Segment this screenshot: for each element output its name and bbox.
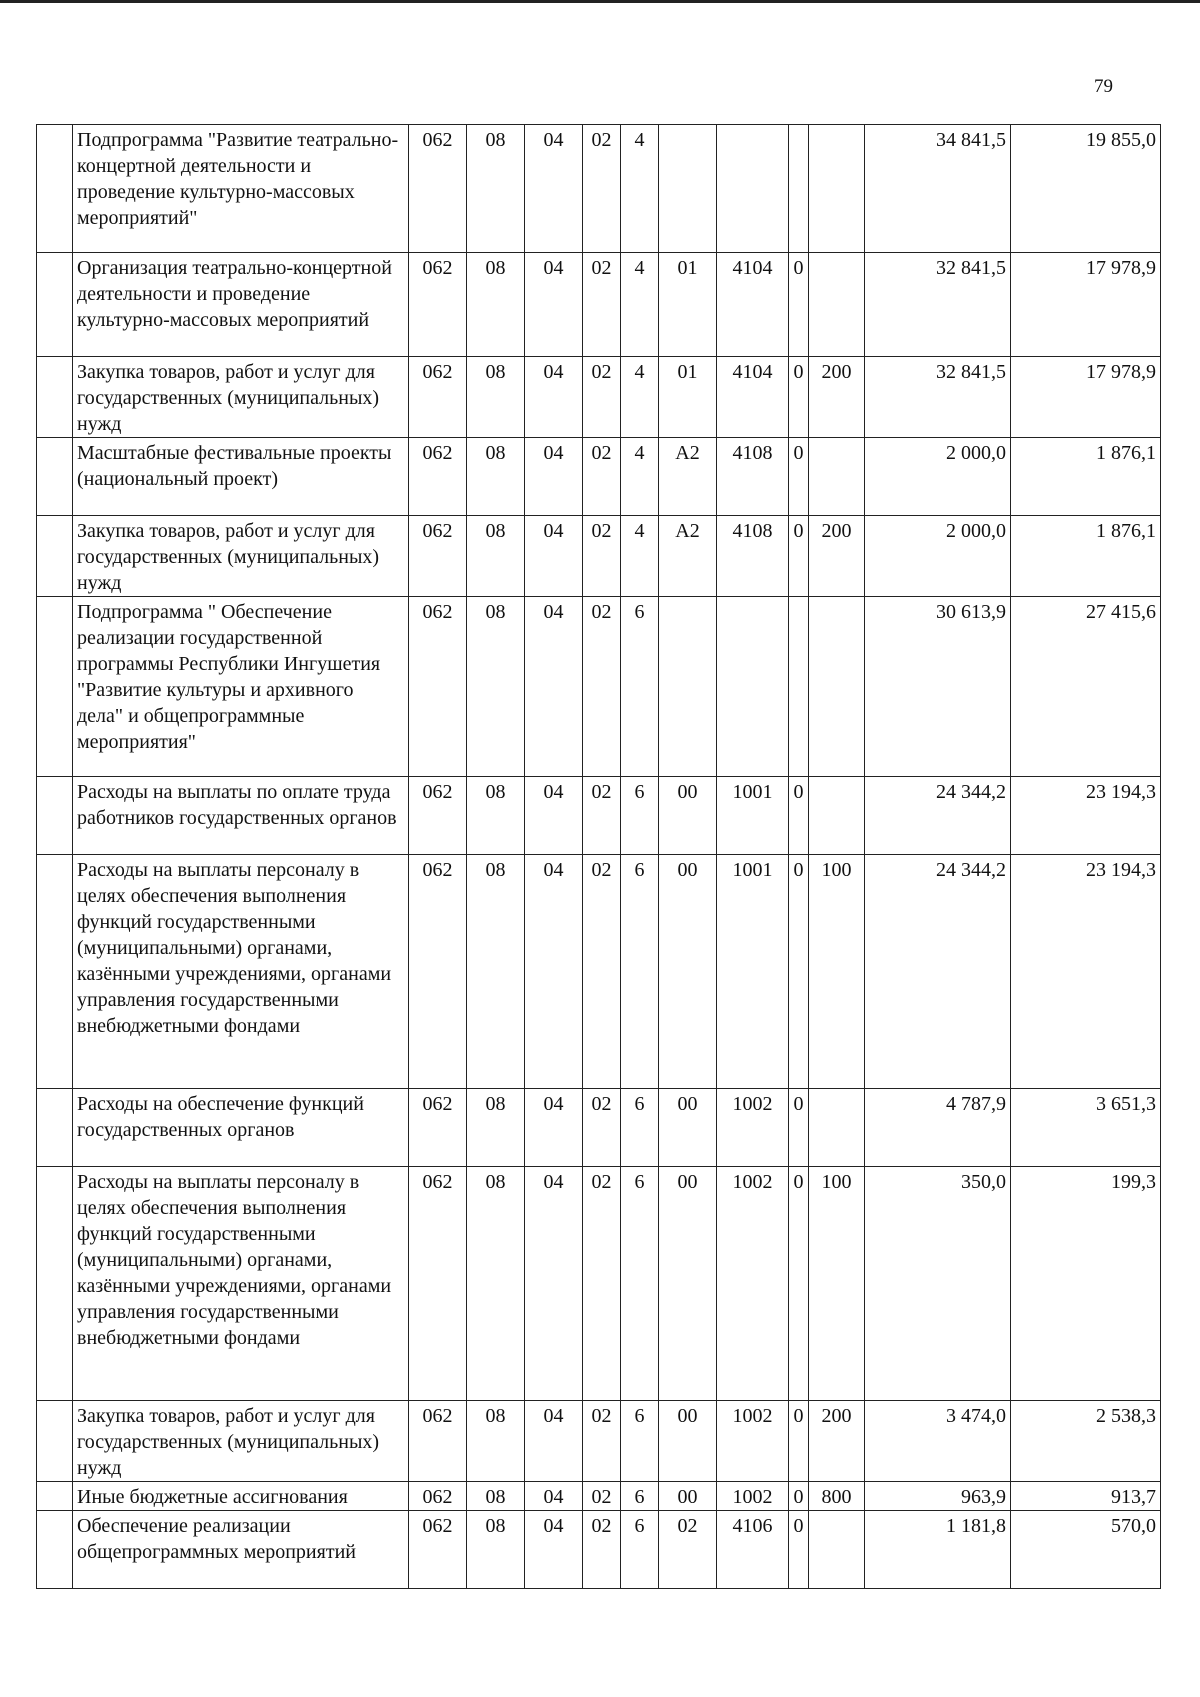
cell-subsection-code: 04 [525,1089,583,1167]
cell-direction-code: 4104 [717,253,789,357]
row-name: Закупка товаров, работ и услуг для государственных (муниципальных) нужд [73,357,409,438]
cell-ministry-code: 062 [409,777,467,855]
cell-program-code: 02 [583,1511,621,1589]
cell-direction-code: 4106 [717,1511,789,1589]
row-name: Масштабные фестивальные проекты (национальный проект) [73,438,409,516]
cell-amount-fact: 913,7 [1011,1482,1161,1511]
cell-event-code: A2 [659,516,717,597]
cell-amount-plan: 32 841,5 [865,253,1011,357]
cell-index-code: 0 [789,438,809,516]
cell-amount-fact: 1 876,1 [1011,438,1161,516]
table-row [37,597,1161,777]
cell-section-code: 08 [467,438,525,516]
cell-subprogram-code: 4 [621,516,659,597]
cell-expense-type: 100 [809,855,865,1089]
cell-program-code: 02 [583,1482,621,1511]
cell-section-code: 08 [467,777,525,855]
row-name: Расходы на выплаты персоналу в целях обеспечения выполнения функций государственными (муниципальными) органами, казёнными учреждениями, органами управления государственными внебюджетными фондами [73,1167,409,1401]
row-name: Организация театрально-концертной деятельности и проведение культурно-массовых мероприятий [73,253,409,357]
cell-amount-fact: 27 415,6 [1011,597,1161,777]
cell-direction-code: 1001 [717,855,789,1089]
cell-direction-code: 1002 [717,1167,789,1401]
cell-section-code: 08 [467,253,525,357]
row-blank-cell [37,357,73,438]
row-blank-cell [37,1511,73,1589]
cell-index-code: 0 [789,357,809,438]
cell-section-code: 08 [467,855,525,1089]
row-blank-cell [37,1167,73,1401]
cell-ministry-code: 062 [409,438,467,516]
cell-amount-plan: 2 000,0 [865,438,1011,516]
table-row [37,1089,1161,1167]
cell-amount-plan: 4 787,9 [865,1089,1011,1167]
cell-program-code: 02 [583,1089,621,1167]
cell-amount-plan: 32 841,5 [865,357,1011,438]
cell-program-code: 02 [583,516,621,597]
row-blank-cell [37,516,73,597]
cell-program-code: 02 [583,1167,621,1401]
cell-ministry-code: 062 [409,1511,467,1589]
cell-event-code [659,125,717,253]
row-name: Расходы на обеспечение функций государственных органов [73,1089,409,1167]
row-name: Закупка товаров, работ и услуг для государственных (муниципальных) нужд [73,516,409,597]
row-name: Обеспечение реализации общепрограммных мероприятий [73,1511,409,1589]
cell-subprogram-code: 6 [621,1482,659,1511]
cell-event-code: 00 [659,1089,717,1167]
cell-subsection-code: 04 [525,125,583,253]
cell-amount-fact: 3 651,3 [1011,1089,1161,1167]
cell-subprogram-code: 4 [621,357,659,438]
cell-index-code [789,597,809,777]
row-blank-cell [37,855,73,1089]
row-blank-cell [37,438,73,516]
table-row [37,253,1161,357]
cell-expense-type [809,1511,865,1589]
cell-ministry-code: 062 [409,1401,467,1482]
row-blank-cell [37,253,73,357]
cell-index-code: 0 [789,516,809,597]
cell-program-code: 02 [583,253,621,357]
cell-program-code: 02 [583,438,621,516]
table-row [37,855,1161,1089]
table-row [37,357,1161,438]
row-name: Иные бюджетные ассигнования [73,1482,409,1511]
row-blank-cell [37,597,73,777]
table-row [37,1167,1161,1401]
cell-amount-plan: 34 841,5 [865,125,1011,253]
cell-event-code: 00 [659,1401,717,1482]
cell-direction-code: 1001 [717,777,789,855]
cell-amount-fact: 570,0 [1011,1511,1161,1589]
cell-subprogram-code: 4 [621,253,659,357]
row-name: Расходы на выплаты персоналу в целях обеспечения выполнения функций государственными (муниципальными) органами, казёнными учреждениями, органами управления государственными внебюджетными фондами [73,855,409,1089]
cell-program-code: 02 [583,357,621,438]
row-name: Подпрограмма " Обеспечение реализации государственной программы Республики Ингушетия "Развитие культуры и архивного дела" и общепрограммные мероприятия" [73,597,409,777]
cell-index-code: 0 [789,1167,809,1401]
cell-ministry-code: 062 [409,1089,467,1167]
table-row [37,1401,1161,1482]
cell-program-code: 02 [583,1401,621,1482]
cell-ministry-code: 062 [409,1482,467,1511]
row-blank-cell [37,125,73,253]
cell-subprogram-code: 6 [621,1167,659,1401]
cell-amount-fact: 17 978,9 [1011,357,1161,438]
cell-index-code: 0 [789,1401,809,1482]
cell-event-code: A2 [659,438,717,516]
cell-index-code: 0 [789,855,809,1089]
cell-direction-code: 4104 [717,357,789,438]
cell-subprogram-code: 6 [621,597,659,777]
cell-section-code: 08 [467,1401,525,1482]
cell-expense-type: 200 [809,516,865,597]
cell-section-code: 08 [467,1089,525,1167]
cell-event-code: 00 [659,777,717,855]
cell-subprogram-code: 6 [621,777,659,855]
cell-index-code: 0 [789,1511,809,1589]
cell-event-code: 01 [659,357,717,438]
page-number: 79 [1094,76,1113,97]
cell-subsection-code: 04 [525,1482,583,1511]
cell-subprogram-code: 6 [621,855,659,1089]
row-blank-cell [37,1482,73,1511]
row-blank-cell [37,1401,73,1482]
cell-event-code: 00 [659,1482,717,1511]
cell-ministry-code: 062 [409,1167,467,1401]
row-name: Подпрограмма "Развитие театрально-концертной деятельности и проведение культурно-массовых мероприятий" [73,125,409,253]
cell-section-code: 08 [467,516,525,597]
cell-expense-type [809,253,865,357]
cell-section-code: 08 [467,1167,525,1401]
cell-direction-code: 1002 [717,1089,789,1167]
cell-program-code: 02 [583,597,621,777]
cell-section-code: 08 [467,357,525,438]
cell-subsection-code: 04 [525,516,583,597]
cell-subsection-code: 04 [525,777,583,855]
cell-program-code: 02 [583,777,621,855]
cell-section-code: 08 [467,597,525,777]
cell-amount-plan: 350,0 [865,1167,1011,1401]
cell-expense-type: 200 [809,1401,865,1482]
cell-amount-plan: 24 344,2 [865,855,1011,1089]
cell-direction-code [717,125,789,253]
cell-amount-plan: 2 000,0 [865,516,1011,597]
cell-direction-code: 4108 [717,438,789,516]
cell-amount-fact: 2 538,3 [1011,1401,1161,1482]
cell-subsection-code: 04 [525,253,583,357]
budget-table [36,124,1161,1589]
cell-event-code: 00 [659,1167,717,1401]
cell-expense-type [809,777,865,855]
cell-subprogram-code: 4 [621,125,659,253]
cell-direction-code: 1002 [717,1401,789,1482]
cell-index-code: 0 [789,1482,809,1511]
table-row [37,777,1161,855]
cell-amount-fact: 23 194,3 [1011,855,1161,1089]
cell-subsection-code: 04 [525,1167,583,1401]
cell-event-code: 01 [659,253,717,357]
cell-subsection-code: 04 [525,438,583,516]
cell-subprogram-code: 6 [621,1401,659,1482]
cell-ministry-code: 062 [409,516,467,597]
cell-direction-code [717,597,789,777]
cell-event-code [659,597,717,777]
cell-amount-fact: 19 855,0 [1011,125,1161,253]
cell-section-code: 08 [467,1511,525,1589]
cell-expense-type [809,125,865,253]
row-blank-cell [37,1089,73,1167]
cell-ministry-code: 062 [409,253,467,357]
cell-program-code: 02 [583,125,621,253]
cell-direction-code: 1002 [717,1482,789,1511]
cell-direction-code: 4108 [717,516,789,597]
cell-index-code [789,125,809,253]
table-row [37,1482,1161,1511]
table-row [37,125,1161,253]
cell-section-code: 08 [467,1482,525,1511]
row-name: Расходы на выплаты по оплате труда работников государственных органов [73,777,409,855]
cell-expense-type: 200 [809,357,865,438]
cell-subprogram-code: 4 [621,438,659,516]
cell-amount-plan: 24 344,2 [865,777,1011,855]
cell-ministry-code: 062 [409,855,467,1089]
cell-amount-fact: 199,3 [1011,1167,1161,1401]
cell-expense-type: 800 [809,1482,865,1511]
cell-amount-fact: 23 194,3 [1011,777,1161,855]
cell-expense-type: 100 [809,1167,865,1401]
cell-index-code: 0 [789,253,809,357]
table-row [37,516,1161,597]
cell-amount-plan: 1 181,8 [865,1511,1011,1589]
cell-event-code: 02 [659,1511,717,1589]
cell-ministry-code: 062 [409,125,467,253]
cell-expense-type [809,438,865,516]
cell-subprogram-code: 6 [621,1089,659,1167]
cell-index-code: 0 [789,777,809,855]
cell-subsection-code: 04 [525,1401,583,1482]
cell-amount-plan: 963,9 [865,1482,1011,1511]
row-blank-cell [37,777,73,855]
cell-ministry-code: 062 [409,597,467,777]
cell-program-code: 02 [583,855,621,1089]
cell-subsection-code: 04 [525,597,583,777]
cell-expense-type [809,597,865,777]
table-row [37,438,1161,516]
cell-event-code: 00 [659,855,717,1089]
table-row [37,1511,1161,1589]
scan-top-edge [0,0,1200,3]
cell-index-code: 0 [789,1089,809,1167]
cell-section-code: 08 [467,125,525,253]
row-name: Закупка товаров, работ и услуг для государственных (муниципальных) нужд [73,1401,409,1482]
cell-amount-plan: 3 474,0 [865,1401,1011,1482]
cell-subprogram-code: 6 [621,1511,659,1589]
cell-amount-fact: 17 978,9 [1011,253,1161,357]
cell-amount-plan: 30 613,9 [865,597,1011,777]
cell-ministry-code: 062 [409,357,467,438]
cell-subsection-code: 04 [525,1511,583,1589]
cell-subsection-code: 04 [525,855,583,1089]
cell-expense-type [809,1089,865,1167]
cell-amount-fact: 1 876,1 [1011,516,1161,597]
cell-subsection-code: 04 [525,357,583,438]
